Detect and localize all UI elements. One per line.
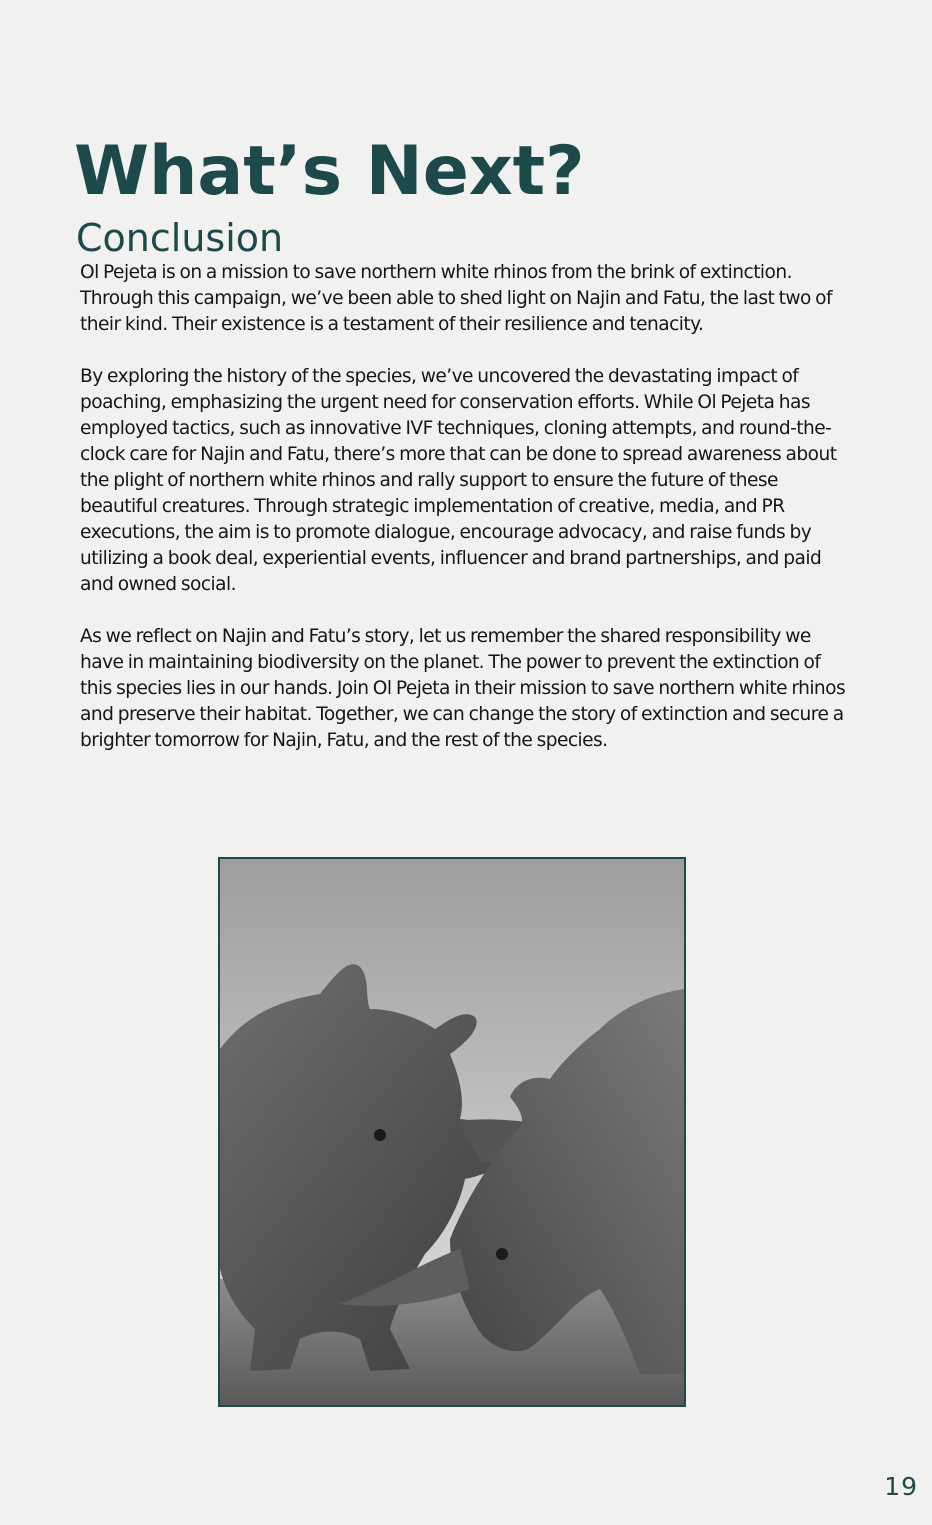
rhino-photo: [218, 857, 686, 1407]
paragraph-history: By exploring the history of the species, we’ve uncovered the devastating impact of poaching, emphasizing the urgent need for conservation efforts. While Ol Pejeta has employed tactics, such as innovative IVF techniques, cloning attempts, and round-the-clock care for Najin and Fatu, there’s more that can be done to spread awareness about the plight of northern white rhinos and rally support to ensure the future of these beautiful creatures. Through strategic implementation of creative, media, and PR executions, the aim is to promote dialogue, encourage advocacy, and raise funds by utilizing a book deal, experiential events, influencer and brand partnerships, and paid and owned social.: [80, 366, 837, 595]
body-text: [80, 260, 852, 780]
rhino-right-eye: [496, 1248, 508, 1260]
paragraph-intro: Ol Pejeta is on a mission to save northern white rhinos from the brink of extinction. Through this campaign, we’ve been able to shed light on Najin and Fatu, the last two of their kind. Their existence is a testament of their resilience and tenacity.: [80, 262, 832, 335]
page-title: What’s Next?: [74, 132, 585, 211]
rhino-photo-illustration: [220, 859, 684, 1405]
paragraph-call-to-action: As we reflect on Najin and Fatu’s story, let us remember the shared responsibility we have in maintaining biodiversity on the planet. The power to prevent the extinction of this species lies in our hands. Join Ol Pejeta in their mission to save northern white rhinos and preserve their habitat. Together, we can change the story of extinction and secure a brighter tomorrow for Najin, Fatu, and the rest of the species.: [80, 626, 846, 751]
page-number: 19: [884, 1472, 918, 1501]
section-subtitle: Conclusion: [76, 216, 284, 260]
rhino-left-eye: [374, 1129, 386, 1141]
